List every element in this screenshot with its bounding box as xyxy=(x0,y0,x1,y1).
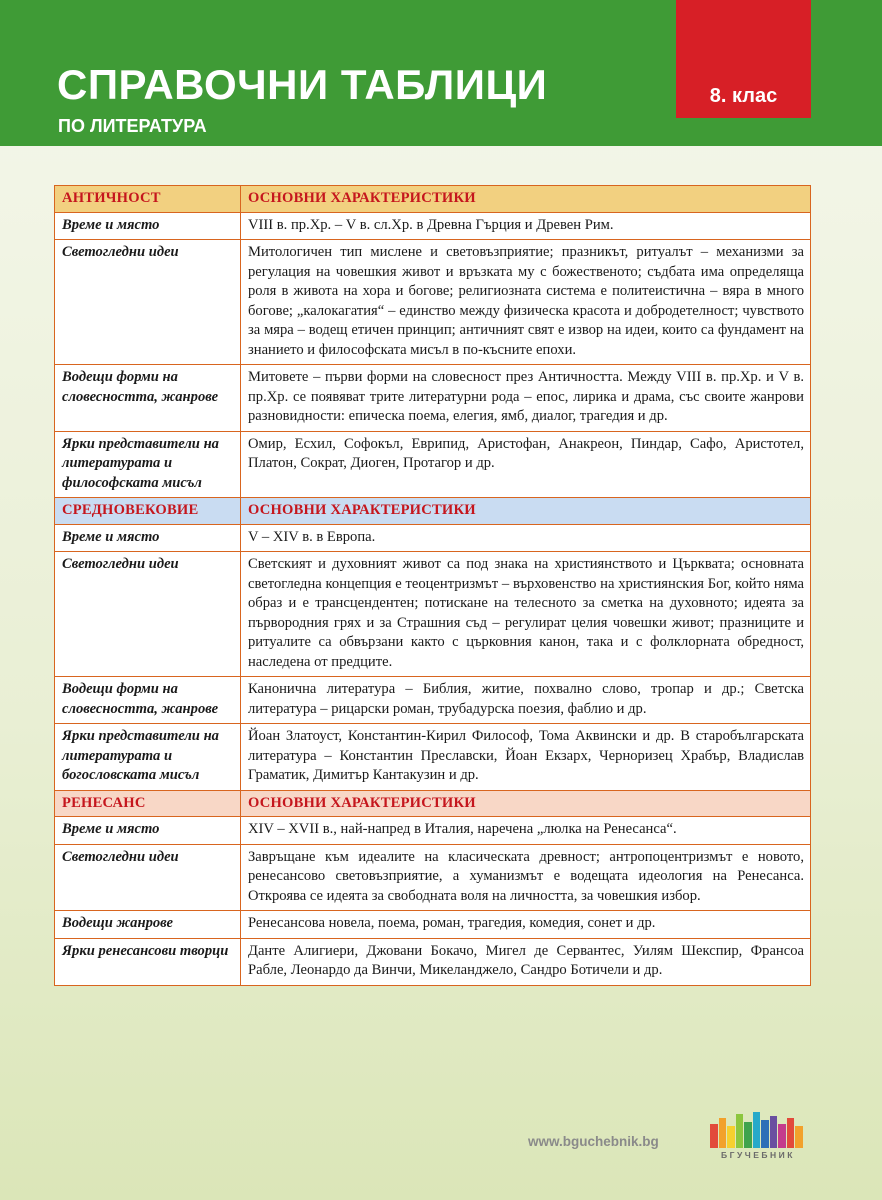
row-value: Митологичен тип мислене и световъзприятие; празникът, ритуалът – механизми за регулация на човешкия живот и връзката му с божественото; съдбата има определяща роля в живота на хора и богове; религиозната система е политеистична – вяра в много богове; „калокагатия“ – единство между физическа красота и добродетелност; чувството за мяра – водещ етичен принцип; античният свят е извор на идеи, които са фундамент на знанието и философската мисъл в по-късните епохи. xyxy=(241,240,811,365)
row-value: XIV – XVII в., най-напред в Италия, наречена „люлка на Ренесанса“. xyxy=(241,817,811,845)
table-row xyxy=(55,524,811,552)
row-label: Светогледни идеи xyxy=(55,844,241,911)
row-label: Светогледни идеи xyxy=(55,240,241,365)
row-label: Време и място xyxy=(55,524,241,552)
row-value: Завръщане към идеалите на класическата древност; антропоцентризмът е новото, ренесансово световъзприятие, а хуманизмът е водещата идеология на Ренесанса. Откроява се идеята за свободната воля на личността, за човешкия избор. xyxy=(241,844,811,911)
row-label: Ярки ренесансови творци xyxy=(55,938,241,985)
table-row xyxy=(55,240,811,365)
row-value: Данте Алигиери, Джовани Бокачо, Мигел де Сервантес, Уилям Шекспир, Франсоа Рабле, Леонардо да Винчи, Микеланджело, Сандро Ботичели и др. xyxy=(241,938,811,985)
page-subtitle: ПО ЛИТЕРАТУРА xyxy=(58,116,207,136)
table-row xyxy=(55,911,811,939)
characteristics-heading: ОСНОВНИ ХАРАКТЕРИСТИКИ xyxy=(241,186,811,213)
row-value: V – XIV в. в Европа. xyxy=(241,524,811,552)
renaissance-header-row xyxy=(55,790,811,817)
antiquity-table xyxy=(54,185,811,498)
middle-ages-table xyxy=(54,497,811,791)
grade-badge xyxy=(676,0,811,118)
characteristics-heading: ОСНОВНИ ХАРАКТЕРИСТИКИ xyxy=(241,790,811,817)
page-title: СПРАВОЧНИ ТАБЛИЦИ xyxy=(57,61,548,108)
row-label: Ярки представители на литературата и богословската мисъл xyxy=(55,724,241,791)
row-value: VIII в. пр.Хр. – V в. сл.Хр. в Древна Гърция и Древен Рим. xyxy=(241,212,811,240)
row-value: Митовете – първи форми на словесност през Античността. Между VIII в. пр.Хр. и V в. пр.Хр. се появяват трите литературни рода – епос, лирика и драма, със своите жанрови разновидности: епическа поема, елегия, ямб, диалог, трагедия и др. xyxy=(241,365,811,432)
table-row xyxy=(55,365,811,432)
row-value: Йоан Златоуст, Константин-Кирил Философ, Тома Аквински и др. В старобългарската литература – Константин Преславски, Йоан Екзарх, Черноризец Храбър, Владислав Граматик, Димитър Кантакузин и др. xyxy=(241,724,811,791)
row-value: Канонична литература – Библия, житие, похвално слово, тропар и др.; Светска литература – рицарски роман, трубадурска поезия, фаблио и др. xyxy=(241,677,811,724)
row-label: Водещи форми на словесността, жанрове xyxy=(55,677,241,724)
era-name: РЕНЕСАНС xyxy=(55,790,241,817)
era-name: АНТИЧНОСТ xyxy=(55,186,241,213)
row-value: Ренесансова новела, поема, роман, трагедия, комедия, сонет и др. xyxy=(241,911,811,939)
table-row xyxy=(55,724,811,791)
website-link[interactable]: www.bguchebnik.bg xyxy=(528,1134,659,1149)
logo-text: БГУЧЕБНИК xyxy=(721,1150,795,1160)
table-row xyxy=(55,212,811,240)
table-row xyxy=(55,844,811,911)
table-row xyxy=(55,677,811,724)
characteristics-heading: ОСНОВНИ ХАРАКТЕРИСТИКИ xyxy=(241,498,811,525)
row-label: Водещи форми на словесността, жанрове xyxy=(55,365,241,432)
row-value: Омир, Есхил, Софокъл, Еврипид, Аристофан, Анакреон, Пиндар, Сафо, Аристотел, Платон, Сократ, Диоген, Протагор и др. xyxy=(241,431,811,498)
era-name: СРЕДНОВЕКОВИЕ xyxy=(55,498,241,525)
antiquity-header-row xyxy=(55,186,811,213)
row-label: Време и място xyxy=(55,212,241,240)
grade-label: 8. клас xyxy=(709,85,778,107)
row-label: Време и място xyxy=(55,817,241,845)
table-row xyxy=(55,817,811,845)
reference-tables xyxy=(54,185,810,986)
table-row xyxy=(55,938,811,985)
table-row xyxy=(55,431,811,498)
renaissance-table xyxy=(54,790,811,986)
row-label: Светогледни идеи xyxy=(55,552,241,677)
row-value: Светският и духовният живот са под знака на християнството и Църквата; основната светогледна концепция е теоцентризмът – върховенство на християнския Бог, който няма образ и е трансцендентен; потискане на телесното за сметка на духовното; идеята за първородния грях и за Страшния съд – регулират целия човешки живот; празниците и ритуалите са обвързани както с църковния канон, така и с фолклорната обредност, наследена от предците. xyxy=(241,552,811,677)
table-row xyxy=(55,552,811,677)
middle-ages-header-row xyxy=(55,498,811,525)
row-label: Водещи жанрове xyxy=(55,911,241,939)
row-label: Ярки представители на литературата и философската мисъл xyxy=(55,431,241,498)
